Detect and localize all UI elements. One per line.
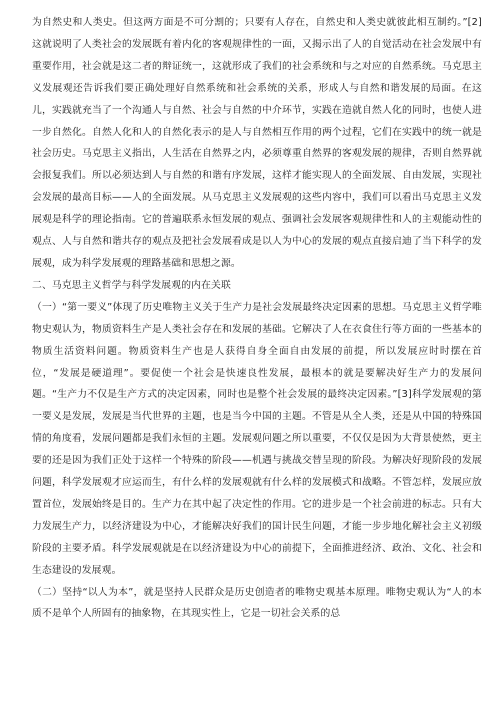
body-paragraph-3: （二）坚持“以人为本”，就是坚持人民群众是历史创造者的唯物史观基本原理。唯物史观认为“人的本质不是单个人所固有的抽象物，在其现实性上，它是一切社会关系的总: [32, 586, 482, 620]
section-heading: 二、马克思主义哲学与科学发展观的内在关联: [32, 279, 231, 291]
body-paragraph-1: 为自然史和人类史。但这两方面是不可分割的；只要有人存在，自然史和人类史就彼此相互制约。”[2]这就说明了人类社会的发展既有着内化的客观规律性的一面，又揭示出了人的自觉活动在社会发展中有重要作用，社会就是这二者的辩证统一，这就形成了我们的社会系统和与之对应的自然系统。马克思主义发展观还告诉我们要正确处理好自然系统和社会系统的关系，形成人与自然和谐发展的局面。在这儿，实践就充当了一个沟通人与自然、社会与自然的中介环节，实践在造就自然人化的同时，也使人进一步自然化。自然人化和人的自然化表示的是人与自然相互作用的两个过程，它们在实践中的统一就是社会历史。马克思主义指出，人生活在自然界之内，必须尊重自然界的客观发展的规律，否则自然界就会报复我们。所以必须达到人与自然的和谐有序发展，这样才能实现人的全面发展、自由发展，实现社会发展的最高目标——人的全面发展。从马克思主义发展观的这些内容中，我们可以看出马克思主义发展观是科学的理论指南。它的普遍联系永恒发展的观点、强调社会发展客观规律性和人的主观能动性的观点、人与自然和谐共存的观点及把社会发展看成是以人为中心的发展的观点直接启迪了当下科学的发展观，成为科学发展观的理路基础和思想之源。: [32, 17, 482, 269]
body-paragraph-2: （一）“第一要义”体现了历史唯物主义关于生产力是社会发展最终决定因素的思想。马克思主义哲学唯物史观认为，物质资料生产是人类社会存在和发展的基础。它解决了人在衣食住行等方面的一些基本的物质生活资料问题。物质资料生产也是人获得自身全面自由发展的前提，所以发展应时时摆在首位，“发展是硬道理”。要促使一个社会是快速良性发展，最根本的就是要解决好生产力的发展问题。“生产力不仅是生产方式的决定因素，同时也是整个社会发展的最终决定因素。”[3]科学发展观的第一要义是发展，发展是当代世界的主题，也是当今中国的主题。不管是从全人类，还是从中国的特殊国情的角度看，发展问题都是我们永恒的主题。发展观问题之所以重要，不仅仅是因为大背景使然，更主要的还是因为我们正处于这样一个特殊的阶段——机遇与挑战交替呈现的阶段。为解决好现阶段的发展问题，科学发展观才应运而生，有什么样的发展观就有什么样的发展模式和战略。不管怎样，发展应放置首位，发展始终是目的。生产力在其中起了决定性的作用。它的进步是一个社会前进的标志。只有大力发展生产力，以经济建设为中心，才能解决好我们的国计民生问题，才能一步步地化解社会主义初级阶段的主要矛盾。科学发展观就是在以经济建设为中心的前提下，全面推进经济、政治、文化、社会和生态建设的发展观。: [32, 301, 482, 576]
